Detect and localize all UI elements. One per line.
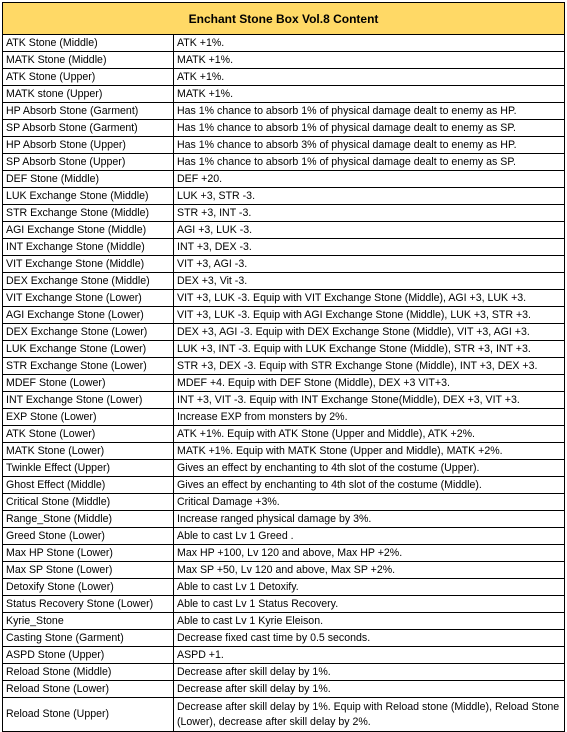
stone-effect-cell: DEF +20. xyxy=(174,171,565,188)
stone-effect-cell: MDEF +4. Equip with DEF Stone (Middle), DEX +3 VIT+3. xyxy=(174,375,565,392)
stone-name-cell: STR Exchange Stone (Middle) xyxy=(3,205,174,222)
stone-effect-cell: ATK +1%. Equip with ATK Stone (Upper and Middle), ATK +2%. xyxy=(174,426,565,443)
table-row xyxy=(3,205,565,222)
stone-effect-cell: Max HP +100, Lv 120 and above, Max HP +2%. xyxy=(174,545,565,562)
stone-name-cell: HP Absorb Stone (Garment) xyxy=(3,103,174,120)
stone-name-cell: SP Absorb Stone (Garment) xyxy=(3,120,174,137)
stone-effect-cell: AGI +3, LUK -3. xyxy=(174,222,565,239)
table-row xyxy=(3,35,565,52)
table-row xyxy=(3,511,565,528)
stone-effect-cell: Able to cast Lv 1 Greed . xyxy=(174,528,565,545)
table-row xyxy=(3,120,565,137)
table-row xyxy=(3,562,565,579)
table-row xyxy=(3,256,565,273)
table-row xyxy=(3,528,565,545)
stone-effect-cell: DEX +3, AGI -3. Equip with DEX Exchange Stone (Middle), VIT +3, AGI +3. xyxy=(174,324,565,341)
title-row xyxy=(3,3,565,35)
stone-effect-cell: VIT +3, LUK -3. Equip with AGI Exchange Stone (Middle), LUK +3, STR +3. xyxy=(174,307,565,324)
enchant-stone-table xyxy=(2,2,565,732)
table-row xyxy=(3,477,565,494)
stone-effect-cell: Has 1% chance to absorb 1% of physical damage dealt to enemy as SP. xyxy=(174,120,565,137)
stone-name-cell: ATK Stone (Lower) xyxy=(3,426,174,443)
table-row xyxy=(3,290,565,307)
table-row xyxy=(3,647,565,664)
stone-name-cell: MATK stone (Upper) xyxy=(3,86,174,103)
stone-name-cell: Reload Stone (Upper) xyxy=(3,698,174,732)
stone-effect-cell: Max SP +50, Lv 120 and above, Max SP +2%. xyxy=(174,562,565,579)
table-row xyxy=(3,698,565,732)
stone-effect-cell: VIT +3, AGI -3. xyxy=(174,256,565,273)
stone-name-cell: Reload Stone (Middle) xyxy=(3,664,174,681)
stone-name-cell: STR Exchange Stone (Lower) xyxy=(3,358,174,375)
stone-effect-cell: LUK +3, INT -3. Equip with LUK Exchange Stone (Middle), STR +3, INT +3. xyxy=(174,341,565,358)
stone-effect-cell: Has 1% chance to absorb 3% of physical damage dealt to enemy as HP. xyxy=(174,137,565,154)
stone-effect-cell: Decrease fixed cast time by 0.5 seconds. xyxy=(174,630,565,647)
table-row xyxy=(3,154,565,171)
stone-name-cell: Greed Stone (Lower) xyxy=(3,528,174,545)
table-row xyxy=(3,341,565,358)
table-row xyxy=(3,630,565,647)
table-row xyxy=(3,579,565,596)
stone-effect-cell: Has 1% chance to absorb 1% of physical damage dealt to enemy as HP. xyxy=(174,103,565,120)
stone-name-cell: VIT Exchange Stone (Lower) xyxy=(3,290,174,307)
table-row xyxy=(3,69,565,86)
stone-name-cell: INT Exchange Stone (Middle) xyxy=(3,239,174,256)
stone-name-cell: ASPD Stone (Upper) xyxy=(3,647,174,664)
table-row xyxy=(3,239,565,256)
table-row xyxy=(3,171,565,188)
table-row xyxy=(3,426,565,443)
stone-name-cell: Ghost Effect (Middle) xyxy=(3,477,174,494)
stone-name-cell: Casting Stone (Garment) xyxy=(3,630,174,647)
table-row xyxy=(3,443,565,460)
table-row xyxy=(3,188,565,205)
stone-name-cell: Detoxify Stone (Lower) xyxy=(3,579,174,596)
stone-effect-cell: ATK +1%. xyxy=(174,69,565,86)
stone-effect-cell: Increase ranged physical damage by 3%. xyxy=(174,511,565,528)
stone-name-cell: AGI Exchange Stone (Middle) xyxy=(3,222,174,239)
table-row xyxy=(3,307,565,324)
stone-name-cell: LUK Exchange Stone (Middle) xyxy=(3,188,174,205)
stone-effect-cell: Able to cast Lv 1 Detoxify. xyxy=(174,579,565,596)
stone-effect-cell: Able to cast Lv 1 Status Recovery. xyxy=(174,596,565,613)
stone-name-cell: Kyrie_Stone xyxy=(3,613,174,630)
stone-effect-cell: MATK +1%. xyxy=(174,52,565,69)
stone-effect-cell: INT +3, DEX -3. xyxy=(174,239,565,256)
table-title: Enchant Stone Box Vol.8 Content xyxy=(3,3,565,35)
stone-effect-cell: Able to cast Lv 1 Kyrie Eleison. xyxy=(174,613,565,630)
stone-name-cell: Critical Stone (Middle) xyxy=(3,494,174,511)
stone-effect-cell: LUK +3, STR -3. xyxy=(174,188,565,205)
stone-name-cell: DEX Exchange Stone (Middle) xyxy=(3,273,174,290)
table-row xyxy=(3,103,565,120)
table-row xyxy=(3,375,565,392)
stone-name-cell: Max HP Stone (Lower) xyxy=(3,545,174,562)
stone-name-cell: EXP Stone (Lower) xyxy=(3,409,174,426)
stone-effect-cell: STR +3, DEX -3. Equip with STR Exchange Stone (Middle), INT +3, DEX +3. xyxy=(174,358,565,375)
table-row xyxy=(3,596,565,613)
stone-name-cell: AGI Exchange Stone (Lower) xyxy=(3,307,174,324)
table-row xyxy=(3,545,565,562)
stone-effect-cell: Has 1% chance to absorb 1% of physical damage dealt to enemy as SP. xyxy=(174,154,565,171)
table-body xyxy=(3,35,565,732)
stone-effect-cell: MATK +1%. xyxy=(174,86,565,103)
content-sheet xyxy=(2,2,564,732)
stone-effect-cell: INT +3, VIT -3. Equip with INT Exchange Stone(Middle), DEX +3, VIT +3. xyxy=(174,392,565,409)
stone-effect-cell: STR +3, INT -3. xyxy=(174,205,565,222)
stone-effect-cell: VIT +3, LUK -3. Equip with VIT Exchange Stone (Middle), AGI +3, LUK +3. xyxy=(174,290,565,307)
stone-name-cell: VIT Exchange Stone (Middle) xyxy=(3,256,174,273)
stone-effect-cell: Decrease after skill delay by 1%. Equip with Reload stone (Middle), Reload Stone (Lower), decrease after skill delay by 2%. xyxy=(174,698,565,732)
stone-name-cell: Reload Stone (Lower) xyxy=(3,681,174,698)
stone-name-cell: MDEF Stone (Lower) xyxy=(3,375,174,392)
stone-name-cell: MATK Stone (Middle) xyxy=(3,52,174,69)
table-row xyxy=(3,681,565,698)
stone-effect-cell: Gives an effect by enchanting to 4th slot of the costume (Middle). xyxy=(174,477,565,494)
table-row xyxy=(3,86,565,103)
stone-name-cell: Range_Stone (Middle) xyxy=(3,511,174,528)
table-row xyxy=(3,358,565,375)
table-row xyxy=(3,409,565,426)
table-row xyxy=(3,613,565,630)
stone-name-cell: ATK Stone (Middle) xyxy=(3,35,174,52)
table-row xyxy=(3,52,565,69)
stone-effect-cell: Decrease after skill delay by 1%. xyxy=(174,681,565,698)
stone-name-cell: SP Absorb Stone (Upper) xyxy=(3,154,174,171)
stone-name-cell: MATK Stone (Lower) xyxy=(3,443,174,460)
table-row xyxy=(3,392,565,409)
table-row xyxy=(3,494,565,511)
table-row xyxy=(3,137,565,154)
stone-name-cell: LUK Exchange Stone (Lower) xyxy=(3,341,174,358)
stone-effect-cell: Gives an effect by enchanting to 4th slot of the costume (Upper). xyxy=(174,460,565,477)
stone-effect-cell: Decrease after skill delay by 1%. xyxy=(174,664,565,681)
stone-name-cell: Twinkle Effect (Upper) xyxy=(3,460,174,477)
stone-effect-cell: ASPD +1. xyxy=(174,647,565,664)
stone-effect-cell: ATK +1%. xyxy=(174,35,565,52)
table-row xyxy=(3,273,565,290)
stone-effect-cell: Increase EXP from monsters by 2%. xyxy=(174,409,565,426)
table-row xyxy=(3,460,565,477)
stone-effect-cell: MATK +1%. Equip with MATK Stone (Upper and Middle), MATK +2%. xyxy=(174,443,565,460)
stone-effect-cell: DEX +3, Vit -3. xyxy=(174,273,565,290)
stone-name-cell: ATK Stone (Upper) xyxy=(3,69,174,86)
stone-name-cell: DEF Stone (Middle) xyxy=(3,171,174,188)
stone-effect-cell: Critical Damage +3%. xyxy=(174,494,565,511)
stone-name-cell: Max SP Stone (Lower) xyxy=(3,562,174,579)
table-row xyxy=(3,664,565,681)
table-row xyxy=(3,222,565,239)
stone-name-cell: INT Exchange Stone (Lower) xyxy=(3,392,174,409)
stone-name-cell: DEX Exchange Stone (Lower) xyxy=(3,324,174,341)
table-row xyxy=(3,324,565,341)
stone-name-cell: HP Absorb Stone (Upper) xyxy=(3,137,174,154)
stone-name-cell: Status Recovery Stone (Lower) xyxy=(3,596,174,613)
